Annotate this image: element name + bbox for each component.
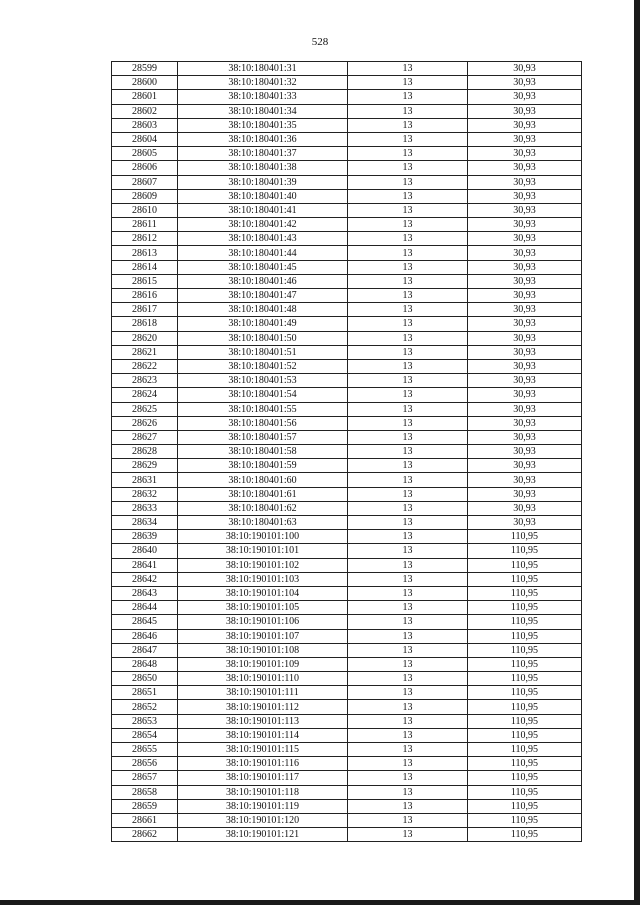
- table-row: [112, 345, 582, 359]
- cadastral-number-cell: 38:10:190101:106: [178, 615, 348, 629]
- value-cell: 30,93: [468, 317, 582, 331]
- record-number-cell: 28618: [112, 317, 178, 331]
- code-cell: 13: [348, 132, 468, 146]
- code-cell: 13: [348, 274, 468, 288]
- cadastral-number-cell: 38:10:180401:57: [178, 430, 348, 444]
- code-cell: 13: [348, 345, 468, 359]
- record-number-cell: 28634: [112, 516, 178, 530]
- value-cell: 30,93: [468, 402, 582, 416]
- cadastral-number-cell: 38:10:180401:31: [178, 62, 348, 76]
- code-cell: 13: [348, 374, 468, 388]
- table-row: [112, 175, 582, 189]
- code-cell: 13: [348, 615, 468, 629]
- value-cell: 110,95: [468, 785, 582, 799]
- cadastral-number-cell: 38:10:180401:33: [178, 90, 348, 104]
- value-cell: 110,95: [468, 544, 582, 558]
- code-cell: 13: [348, 785, 468, 799]
- table-row: [112, 530, 582, 544]
- value-cell: 110,95: [468, 757, 582, 771]
- record-number-cell: 28655: [112, 743, 178, 757]
- value-cell: 110,95: [468, 672, 582, 686]
- value-cell: 110,95: [468, 686, 582, 700]
- table-row: [112, 303, 582, 317]
- record-number-cell: 28622: [112, 359, 178, 373]
- record-number-cell: 28612: [112, 232, 178, 246]
- record-number-cell: 28644: [112, 601, 178, 615]
- value-cell: 30,93: [468, 473, 582, 487]
- value-cell: 110,95: [468, 643, 582, 657]
- cadastral-number-cell: 38:10:180401:58: [178, 445, 348, 459]
- record-number-cell: 28631: [112, 473, 178, 487]
- record-number-cell: 28628: [112, 445, 178, 459]
- table-row: [112, 799, 582, 813]
- cadastral-number-cell: 38:10:180401:37: [178, 147, 348, 161]
- cadastral-number-cell: 38:10:180401:63: [178, 516, 348, 530]
- register-table: [111, 61, 582, 842]
- code-cell: 13: [348, 161, 468, 175]
- table-row: [112, 586, 582, 600]
- value-cell: 110,95: [468, 799, 582, 813]
- cadastral-number-cell: 38:10:180401:52: [178, 359, 348, 373]
- cadastral-number-cell: 38:10:180401:50: [178, 331, 348, 345]
- value-cell: 30,93: [468, 374, 582, 388]
- record-number-cell: 28648: [112, 657, 178, 671]
- code-cell: 13: [348, 260, 468, 274]
- cadastral-number-cell: 38:10:190101:100: [178, 530, 348, 544]
- value-cell: 30,93: [468, 260, 582, 274]
- record-number-cell: 28629: [112, 459, 178, 473]
- code-cell: 13: [348, 544, 468, 558]
- table-row: [112, 402, 582, 416]
- value-cell: 30,93: [468, 274, 582, 288]
- value-cell: 30,93: [468, 189, 582, 203]
- cadastral-number-cell: 38:10:180401:42: [178, 218, 348, 232]
- table-row: [112, 203, 582, 217]
- value-cell: 30,93: [468, 90, 582, 104]
- scan-edge-right: [634, 0, 640, 905]
- record-number-cell: 28627: [112, 430, 178, 444]
- table-row: [112, 771, 582, 785]
- table-row: [112, 686, 582, 700]
- value-cell: 30,93: [468, 132, 582, 146]
- code-cell: 13: [348, 771, 468, 785]
- table-row: [112, 445, 582, 459]
- code-cell: 13: [348, 757, 468, 771]
- value-cell: 110,95: [468, 771, 582, 785]
- value-cell: 30,93: [468, 218, 582, 232]
- code-cell: 13: [348, 331, 468, 345]
- code-cell: 13: [348, 118, 468, 132]
- table-row: [112, 459, 582, 473]
- cadastral-number-cell: 38:10:180401:45: [178, 260, 348, 274]
- code-cell: 13: [348, 218, 468, 232]
- table-row: [112, 728, 582, 742]
- cadastral-number-cell: 38:10:190101:114: [178, 728, 348, 742]
- code-cell: 13: [348, 62, 468, 76]
- table-row: [112, 331, 582, 345]
- value-cell: 30,93: [468, 388, 582, 402]
- code-cell: 13: [348, 629, 468, 643]
- table-row: [112, 601, 582, 615]
- record-number-cell: 28602: [112, 104, 178, 118]
- code-cell: 13: [348, 76, 468, 90]
- table-row: [112, 104, 582, 118]
- code-cell: 13: [348, 359, 468, 373]
- record-number-cell: 28642: [112, 572, 178, 586]
- value-cell: 30,93: [468, 416, 582, 430]
- cadastral-number-cell: 38:10:180401:38: [178, 161, 348, 175]
- record-number-cell: 28650: [112, 672, 178, 686]
- table-row: [112, 246, 582, 260]
- value-cell: 110,95: [468, 813, 582, 827]
- code-cell: 13: [348, 586, 468, 600]
- record-number-cell: 28599: [112, 62, 178, 76]
- record-number-cell: 28646: [112, 629, 178, 643]
- code-cell: 13: [348, 743, 468, 757]
- table-row: [112, 828, 582, 842]
- cadastral-number-cell: 38:10:190101:110: [178, 672, 348, 686]
- record-number-cell: 28641: [112, 558, 178, 572]
- table-row: [112, 289, 582, 303]
- record-number-cell: 28620: [112, 331, 178, 345]
- code-cell: 13: [348, 189, 468, 203]
- cadastral-number-cell: 38:10:190101:101: [178, 544, 348, 558]
- table-row: [112, 317, 582, 331]
- code-cell: 13: [348, 828, 468, 842]
- code-cell: 13: [348, 501, 468, 515]
- code-cell: 13: [348, 402, 468, 416]
- cadastral-number-cell: 38:10:190101:107: [178, 629, 348, 643]
- value-cell: 30,93: [468, 487, 582, 501]
- record-number-cell: 28623: [112, 374, 178, 388]
- record-number-cell: 28605: [112, 147, 178, 161]
- code-cell: 13: [348, 445, 468, 459]
- table-row: [112, 743, 582, 757]
- value-cell: 110,95: [468, 700, 582, 714]
- value-cell: 110,95: [468, 629, 582, 643]
- record-number-cell: 28621: [112, 345, 178, 359]
- value-cell: 30,93: [468, 331, 582, 345]
- record-number-cell: 28645: [112, 615, 178, 629]
- code-cell: 13: [348, 459, 468, 473]
- scan-edge-bottom: [0, 900, 640, 905]
- code-cell: 13: [348, 686, 468, 700]
- value-cell: 110,95: [468, 530, 582, 544]
- code-cell: 13: [348, 700, 468, 714]
- cadastral-number-cell: 38:10:190101:103: [178, 572, 348, 586]
- code-cell: 13: [348, 203, 468, 217]
- table-row: [112, 487, 582, 501]
- code-cell: 13: [348, 601, 468, 615]
- table-row: [112, 544, 582, 558]
- value-cell: 30,93: [468, 516, 582, 530]
- table-row: [112, 473, 582, 487]
- register-table-body: [112, 62, 582, 842]
- record-number-cell: 28659: [112, 799, 178, 813]
- value-cell: 30,93: [468, 76, 582, 90]
- value-cell: 110,95: [468, 714, 582, 728]
- record-number-cell: 28656: [112, 757, 178, 771]
- code-cell: 13: [348, 530, 468, 544]
- value-cell: 110,95: [468, 558, 582, 572]
- record-number-cell: 28647: [112, 643, 178, 657]
- code-cell: 13: [348, 246, 468, 260]
- record-number-cell: 28601: [112, 90, 178, 104]
- record-number-cell: 28653: [112, 714, 178, 728]
- table-row: [112, 643, 582, 657]
- value-cell: 110,95: [468, 601, 582, 615]
- cadastral-number-cell: 38:10:190101:119: [178, 799, 348, 813]
- value-cell: 30,93: [468, 303, 582, 317]
- record-number-cell: 28654: [112, 728, 178, 742]
- record-number-cell: 28606: [112, 161, 178, 175]
- code-cell: 13: [348, 388, 468, 402]
- cadastral-number-cell: 38:10:190101:116: [178, 757, 348, 771]
- cadastral-number-cell: 38:10:190101:121: [178, 828, 348, 842]
- value-cell: 110,95: [468, 657, 582, 671]
- record-number-cell: 28607: [112, 175, 178, 189]
- code-cell: 13: [348, 430, 468, 444]
- record-number-cell: 28616: [112, 289, 178, 303]
- record-number-cell: 28658: [112, 785, 178, 799]
- table-row: [112, 558, 582, 572]
- table-row: [112, 359, 582, 373]
- cadastral-number-cell: 38:10:190101:102: [178, 558, 348, 572]
- cadastral-number-cell: 38:10:190101:109: [178, 657, 348, 671]
- cadastral-number-cell: 38:10:180401:34: [178, 104, 348, 118]
- record-number-cell: 28651: [112, 686, 178, 700]
- value-cell: 110,95: [468, 572, 582, 586]
- cadastral-number-cell: 38:10:180401:49: [178, 317, 348, 331]
- record-number-cell: 28613: [112, 246, 178, 260]
- table-row: [112, 430, 582, 444]
- code-cell: 13: [348, 175, 468, 189]
- value-cell: 30,93: [468, 501, 582, 515]
- record-number-cell: 28611: [112, 218, 178, 232]
- code-cell: 13: [348, 572, 468, 586]
- record-number-cell: 28609: [112, 189, 178, 203]
- record-number-cell: 28615: [112, 274, 178, 288]
- record-number-cell: 28652: [112, 700, 178, 714]
- code-cell: 13: [348, 303, 468, 317]
- cadastral-number-cell: 38:10:190101:105: [178, 601, 348, 615]
- table-row: [112, 76, 582, 90]
- cadastral-number-cell: 38:10:180401:53: [178, 374, 348, 388]
- code-cell: 13: [348, 289, 468, 303]
- value-cell: 30,93: [468, 147, 582, 161]
- record-number-cell: 28604: [112, 132, 178, 146]
- cadastral-number-cell: 38:10:180401:47: [178, 289, 348, 303]
- cadastral-number-cell: 38:10:180401:44: [178, 246, 348, 260]
- record-number-cell: 28661: [112, 813, 178, 827]
- value-cell: 110,95: [468, 828, 582, 842]
- cadastral-number-cell: 38:10:180401:59: [178, 459, 348, 473]
- record-number-cell: 28600: [112, 76, 178, 90]
- record-number-cell: 28640: [112, 544, 178, 558]
- code-cell: 13: [348, 416, 468, 430]
- cadastral-number-cell: 38:10:180401:39: [178, 175, 348, 189]
- table-row: [112, 260, 582, 274]
- cadastral-number-cell: 38:10:180401:35: [178, 118, 348, 132]
- table-row: [112, 118, 582, 132]
- table-row: [112, 132, 582, 146]
- table-row: [112, 501, 582, 515]
- value-cell: 30,93: [468, 118, 582, 132]
- cadastral-number-cell: 38:10:180401:51: [178, 345, 348, 359]
- code-cell: 13: [348, 643, 468, 657]
- table-row: [112, 218, 582, 232]
- record-number-cell: 28603: [112, 118, 178, 132]
- table-row: [112, 572, 582, 586]
- cadastral-number-cell: 38:10:190101:108: [178, 643, 348, 657]
- code-cell: 13: [348, 232, 468, 246]
- value-cell: 110,95: [468, 586, 582, 600]
- value-cell: 30,93: [468, 104, 582, 118]
- value-cell: 110,95: [468, 728, 582, 742]
- cadastral-number-cell: 38:10:190101:112: [178, 700, 348, 714]
- cadastral-number-cell: 38:10:180401:32: [178, 76, 348, 90]
- code-cell: 13: [348, 516, 468, 530]
- code-cell: 13: [348, 90, 468, 104]
- cadastral-number-cell: 38:10:190101:111: [178, 686, 348, 700]
- table-row: [112, 657, 582, 671]
- cadastral-number-cell: 38:10:180401:55: [178, 402, 348, 416]
- code-cell: 13: [348, 317, 468, 331]
- cadastral-number-cell: 38:10:190101:115: [178, 743, 348, 757]
- code-cell: 13: [348, 813, 468, 827]
- table-row: [112, 90, 582, 104]
- cadastral-number-cell: 38:10:180401:43: [178, 232, 348, 246]
- table-row: [112, 161, 582, 175]
- record-number-cell: 28632: [112, 487, 178, 501]
- cadastral-number-cell: 38:10:190101:117: [178, 771, 348, 785]
- code-cell: 13: [348, 799, 468, 813]
- table-row: [112, 147, 582, 161]
- value-cell: 30,93: [468, 203, 582, 217]
- cadastral-number-cell: 38:10:180401:46: [178, 274, 348, 288]
- cadastral-number-cell: 38:10:180401:41: [178, 203, 348, 217]
- record-number-cell: 28633: [112, 501, 178, 515]
- value-cell: 30,93: [468, 232, 582, 246]
- cadastral-number-cell: 38:10:180401:56: [178, 416, 348, 430]
- value-cell: 30,93: [468, 175, 582, 189]
- cadastral-number-cell: 38:10:180401:54: [178, 388, 348, 402]
- code-cell: 13: [348, 558, 468, 572]
- record-number-cell: 28610: [112, 203, 178, 217]
- cadastral-number-cell: 38:10:180401:60: [178, 473, 348, 487]
- value-cell: 30,93: [468, 430, 582, 444]
- table-row: [112, 388, 582, 402]
- table-row: [112, 785, 582, 799]
- table-row: [112, 629, 582, 643]
- cadastral-number-cell: 38:10:190101:104: [178, 586, 348, 600]
- value-cell: 110,95: [468, 743, 582, 757]
- record-number-cell: 28614: [112, 260, 178, 274]
- record-number-cell: 28625: [112, 402, 178, 416]
- record-number-cell: 28657: [112, 771, 178, 785]
- value-cell: 30,93: [468, 161, 582, 175]
- table-row: [112, 516, 582, 530]
- record-number-cell: 28639: [112, 530, 178, 544]
- code-cell: 13: [348, 104, 468, 118]
- table-row: [112, 274, 582, 288]
- table-row: [112, 374, 582, 388]
- value-cell: 30,93: [468, 246, 582, 260]
- cadastral-number-cell: 38:10:180401:62: [178, 501, 348, 515]
- cadastral-number-cell: 38:10:180401:61: [178, 487, 348, 501]
- code-cell: 13: [348, 714, 468, 728]
- value-cell: 30,93: [468, 289, 582, 303]
- table-row: [112, 615, 582, 629]
- value-cell: 30,93: [468, 345, 582, 359]
- record-number-cell: 28662: [112, 828, 178, 842]
- code-cell: 13: [348, 657, 468, 671]
- cadastral-number-cell: 38:10:180401:40: [178, 189, 348, 203]
- table-row: [112, 813, 582, 827]
- record-number-cell: 28626: [112, 416, 178, 430]
- table-row: [112, 416, 582, 430]
- value-cell: 30,93: [468, 445, 582, 459]
- table-row: [112, 700, 582, 714]
- code-cell: 13: [348, 147, 468, 161]
- code-cell: 13: [348, 487, 468, 501]
- cadastral-number-cell: 38:10:190101:113: [178, 714, 348, 728]
- page-number: 528: [311, 36, 329, 48]
- record-number-cell: 28643: [112, 586, 178, 600]
- code-cell: 13: [348, 728, 468, 742]
- value-cell: 110,95: [468, 615, 582, 629]
- table-row: [112, 757, 582, 771]
- table-row: [112, 232, 582, 246]
- code-cell: 13: [348, 473, 468, 487]
- cadastral-number-cell: 38:10:180401:48: [178, 303, 348, 317]
- cadastral-number-cell: 38:10:190101:120: [178, 813, 348, 827]
- cadastral-number-cell: 38:10:180401:36: [178, 132, 348, 146]
- table-row: [112, 672, 582, 686]
- record-number-cell: 28617: [112, 303, 178, 317]
- value-cell: 30,93: [468, 459, 582, 473]
- value-cell: 30,93: [468, 62, 582, 76]
- table-row: [112, 714, 582, 728]
- value-cell: 30,93: [468, 359, 582, 373]
- code-cell: 13: [348, 672, 468, 686]
- table-row: [112, 62, 582, 76]
- table-row: [112, 189, 582, 203]
- record-number-cell: 28624: [112, 388, 178, 402]
- cadastral-number-cell: 38:10:190101:118: [178, 785, 348, 799]
